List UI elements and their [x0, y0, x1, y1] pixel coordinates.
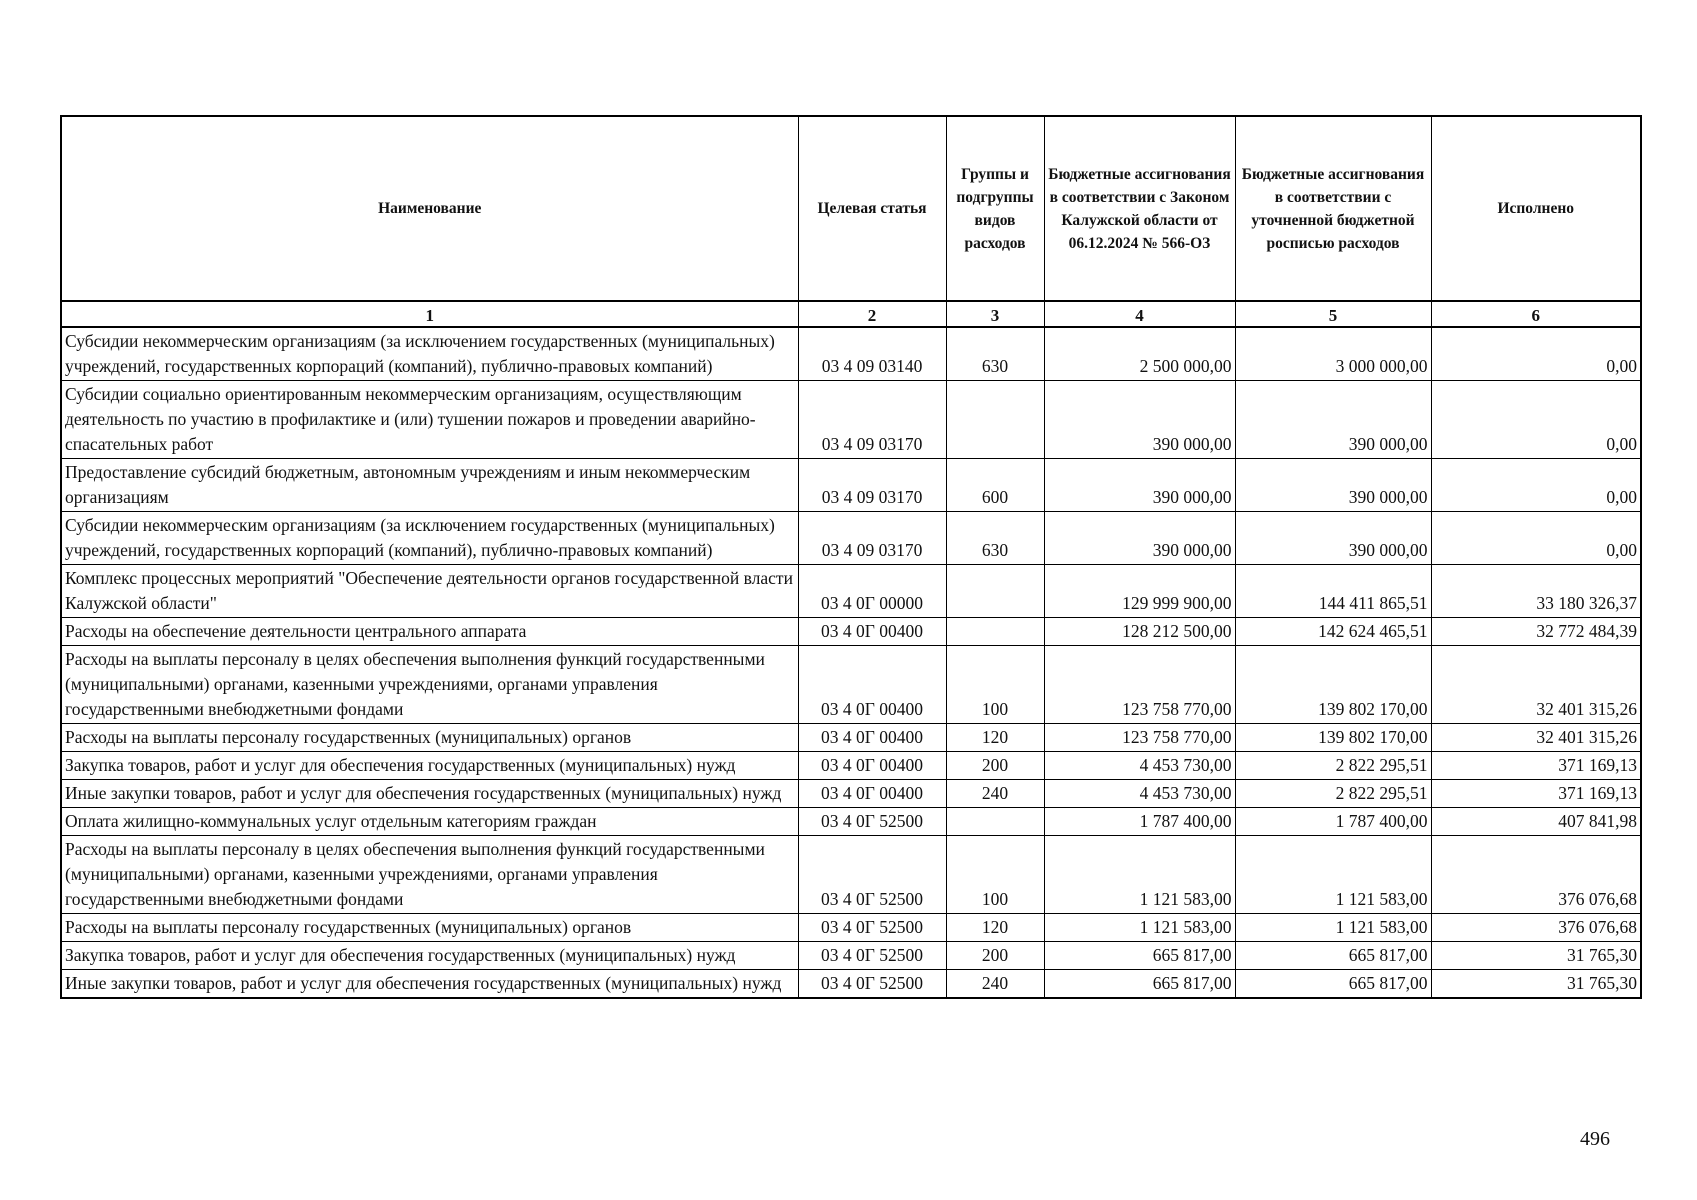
row-group: 600 [946, 459, 1044, 512]
row-law-assignment: 4 453 730,00 [1044, 780, 1235, 808]
row-name: Субсидии некоммерческим организациям (за исключением государственных (муниципальных) учреждений, государственных корпораций (компаний), публично-правовых компаний) [61, 327, 798, 381]
row-group [946, 808, 1044, 836]
row-target-article: 03 4 0Г 00400 [798, 724, 946, 752]
row-group: 240 [946, 970, 1044, 999]
table-row [61, 646, 1641, 724]
row-name: Закупка товаров, работ и услуг для обеспечения государственных (муниципальных) нужд [61, 942, 798, 970]
table-row [61, 752, 1641, 780]
row-group: 120 [946, 914, 1044, 942]
column-number: 6 [1431, 301, 1641, 327]
table-row [61, 914, 1641, 942]
row-refined-assignment: 665 817,00 [1235, 942, 1431, 970]
row-refined-assignment: 2 822 295,51 [1235, 752, 1431, 780]
row-refined-assignment: 3 000 000,00 [1235, 327, 1431, 381]
row-refined-assignment: 390 000,00 [1235, 512, 1431, 565]
header-name: Наименование [61, 116, 798, 301]
row-law-assignment: 665 817,00 [1044, 942, 1235, 970]
row-refined-assignment: 2 822 295,51 [1235, 780, 1431, 808]
row-name: Предоставление субсидий бюджетным, автономным учреждениям и иным некоммерческим организациям [61, 459, 798, 512]
table-row [61, 459, 1641, 512]
row-group: 100 [946, 646, 1044, 724]
header-executed: Исполнено [1431, 116, 1641, 301]
row-law-assignment: 390 000,00 [1044, 381, 1235, 459]
row-name: Расходы на выплаты персоналу в целях обеспечения выполнения функций государственными (муниципальными) органами, казенными учреждениями, органами управления государственными внебюджетными фондами [61, 646, 798, 724]
row-executed: 371 169,13 [1431, 780, 1641, 808]
column-number: 5 [1235, 301, 1431, 327]
row-executed: 31 765,30 [1431, 942, 1641, 970]
row-target-article: 03 4 0Г 00400 [798, 752, 946, 780]
row-target-article: 03 4 09 03140 [798, 327, 946, 381]
header-row [61, 116, 1641, 301]
row-name: Оплата жилищно-коммунальных услуг отдельным категориям граждан [61, 808, 798, 836]
row-executed: 31 765,30 [1431, 970, 1641, 999]
table-row [61, 780, 1641, 808]
row-refined-assignment: 1 787 400,00 [1235, 808, 1431, 836]
row-refined-assignment: 142 624 465,51 [1235, 618, 1431, 646]
row-executed: 32 401 315,26 [1431, 724, 1641, 752]
row-target-article: 03 4 0Г 00000 [798, 565, 946, 618]
header-groups: Группы и подгруппы видов расходов [946, 116, 1044, 301]
row-refined-assignment: 139 802 170,00 [1235, 724, 1431, 752]
row-refined-assignment: 1 121 583,00 [1235, 914, 1431, 942]
row-group [946, 565, 1044, 618]
row-executed: 33 180 326,37 [1431, 565, 1641, 618]
table-row [61, 970, 1641, 999]
table-body [61, 327, 1641, 998]
column-number: 3 [946, 301, 1044, 327]
row-target-article: 03 4 0Г 00400 [798, 646, 946, 724]
row-name: Расходы на выплаты персоналу государственных (муниципальных) органов [61, 724, 798, 752]
row-refined-assignment: 144 411 865,51 [1235, 565, 1431, 618]
row-executed: 376 076,68 [1431, 836, 1641, 914]
row-target-article: 03 4 0Г 52500 [798, 914, 946, 942]
table-row [61, 942, 1641, 970]
row-law-assignment: 1 121 583,00 [1044, 914, 1235, 942]
table-row [61, 836, 1641, 914]
row-group: 200 [946, 942, 1044, 970]
row-refined-assignment: 390 000,00 [1235, 381, 1431, 459]
row-target-article: 03 4 0Г 00400 [798, 618, 946, 646]
row-executed: 0,00 [1431, 327, 1641, 381]
row-target-article: 03 4 09 03170 [798, 459, 946, 512]
row-executed: 407 841,98 [1431, 808, 1641, 836]
page-number: 496 [1580, 1128, 1610, 1150]
row-target-article: 03 4 0Г 52500 [798, 942, 946, 970]
table-row [61, 327, 1641, 381]
row-refined-assignment: 665 817,00 [1235, 970, 1431, 999]
column-number: 2 [798, 301, 946, 327]
row-group: 630 [946, 512, 1044, 565]
row-executed: 0,00 [1431, 512, 1641, 565]
row-name: Субсидии некоммерческим организациям (за исключением государственных (муниципальных) учреждений, государственных корпораций (компаний), публично-правовых компаний) [61, 512, 798, 565]
header-law-assignments: Бюджетные ассигнования в соответствии с Законом Калужской области от 06.12.2024 № 566-ОЗ [1044, 116, 1235, 301]
row-name: Иные закупки товаров, работ и услуг для обеспечения государственных (муниципальных) нужд [61, 780, 798, 808]
row-name: Комплекс процессных мероприятий "Обеспечение деятельности органов государственной власти Калужской области" [61, 565, 798, 618]
row-law-assignment: 390 000,00 [1044, 459, 1235, 512]
row-executed: 32 772 484,39 [1431, 618, 1641, 646]
budget-table-container [60, 115, 1640, 999]
row-law-assignment: 1 787 400,00 [1044, 808, 1235, 836]
budget-table [60, 115, 1642, 999]
row-name: Закупка товаров, работ и услуг для обеспечения государственных (муниципальных) нужд [61, 752, 798, 780]
row-group [946, 618, 1044, 646]
table-row [61, 724, 1641, 752]
row-target-article: 03 4 09 03170 [798, 381, 946, 459]
column-number-row [61, 301, 1641, 327]
row-name: Иные закупки товаров, работ и услуг для обеспечения государственных (муниципальных) нужд [61, 970, 798, 999]
row-group: 630 [946, 327, 1044, 381]
row-target-article: 03 4 09 03170 [798, 512, 946, 565]
row-name: Субсидии социально ориентированным некоммерческим организациям, осуществляющим деятельность по участию в профилактике и (или) тушении пожаров и проведении аварийно-спасательных работ [61, 381, 798, 459]
row-refined-assignment: 139 802 170,00 [1235, 646, 1431, 724]
row-law-assignment: 123 758 770,00 [1044, 646, 1235, 724]
row-executed: 32 401 315,26 [1431, 646, 1641, 724]
row-name: Расходы на выплаты персоналу в целях обеспечения выполнения функций государственными (муниципальными) органами, казенными учреждениями, органами управления государственными внебюджетными фондами [61, 836, 798, 914]
row-target-article: 03 4 0Г 52500 [798, 836, 946, 914]
row-law-assignment: 128 212 500,00 [1044, 618, 1235, 646]
row-law-assignment: 2 500 000,00 [1044, 327, 1235, 381]
row-name: Расходы на выплаты персоналу государственных (муниципальных) органов [61, 914, 798, 942]
row-law-assignment: 665 817,00 [1044, 970, 1235, 999]
row-refined-assignment: 390 000,00 [1235, 459, 1431, 512]
table-row [61, 808, 1641, 836]
row-group: 100 [946, 836, 1044, 914]
row-group: 120 [946, 724, 1044, 752]
row-refined-assignment: 1 121 583,00 [1235, 836, 1431, 914]
row-target-article: 03 4 0Г 52500 [798, 970, 946, 999]
row-law-assignment: 123 758 770,00 [1044, 724, 1235, 752]
table-row [61, 512, 1641, 565]
header-refined-assignments: Бюджетные ассигнования в соответствии с уточненной бюджетной росписью расходов [1235, 116, 1431, 301]
row-name: Расходы на обеспечение деятельности центрального аппарата [61, 618, 798, 646]
row-law-assignment: 129 999 900,00 [1044, 565, 1235, 618]
row-executed: 0,00 [1431, 459, 1641, 512]
table-row [61, 381, 1641, 459]
column-number: 4 [1044, 301, 1235, 327]
row-law-assignment: 4 453 730,00 [1044, 752, 1235, 780]
header-target-article: Целевая статья [798, 116, 946, 301]
row-target-article: 03 4 0Г 00400 [798, 780, 946, 808]
row-executed: 376 076,68 [1431, 914, 1641, 942]
row-group: 240 [946, 780, 1044, 808]
row-target-article: 03 4 0Г 52500 [798, 808, 946, 836]
table-row [61, 565, 1641, 618]
row-executed: 0,00 [1431, 381, 1641, 459]
column-number: 1 [61, 301, 798, 327]
row-group [946, 381, 1044, 459]
row-law-assignment: 1 121 583,00 [1044, 836, 1235, 914]
row-group: 200 [946, 752, 1044, 780]
table-row [61, 618, 1641, 646]
row-executed: 371 169,13 [1431, 752, 1641, 780]
row-law-assignment: 390 000,00 [1044, 512, 1235, 565]
